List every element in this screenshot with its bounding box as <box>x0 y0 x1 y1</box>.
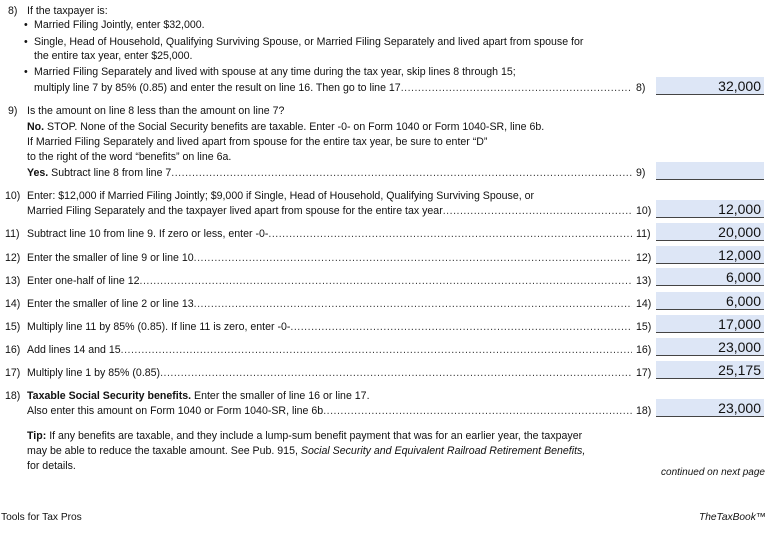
line-14-ref: 14) <box>636 298 652 310</box>
line-11-amount[interactable]: 20,000 <box>656 223 764 241</box>
tip-text-3: for details. <box>27 460 76 472</box>
line-15-text: Multiply line 11 by 85% (0.85). If line 11 is zero, enter -0- <box>27 321 291 333</box>
line-8-bullet-mfs: Married Filing Separately and lived with spouse at any time during the tax year, skip lines 8 through 15; <box>34 66 516 78</box>
bullet-3: • <box>24 66 28 78</box>
line-16-amount[interactable]: 23,000 <box>656 338 764 356</box>
footer-left: Tools for Tax Pros <box>1 512 82 523</box>
line-17-text: Multiply line 1 by 85% (0.85) <box>27 367 161 379</box>
line-10-number: 10) <box>5 190 21 202</box>
line-12-ref: 12) <box>636 252 652 264</box>
line-8-number: 8) <box>8 5 18 17</box>
line-8-intro: If the taxpayer is: <box>27 5 108 17</box>
tip-text-2a: may be able to reduce the taxable amount. See Pub. 915, <box>27 445 298 457</box>
line-9-leader <box>27 167 632 180</box>
line-11-text: Subtract line 10 from line 9. If zero or less, enter -0- <box>27 228 269 240</box>
line-10-leader <box>27 205 632 218</box>
line-17-ref: 17) <box>636 367 652 379</box>
tip-label: Tip: <box>27 430 47 442</box>
line-12-amount[interactable]: 12,000 <box>656 246 764 264</box>
line-11-number: 11) <box>5 228 20 240</box>
line-17-amount[interactable]: 25,175 <box>656 361 764 379</box>
line-16-ref: 16) <box>636 344 652 356</box>
line-14-number: 14) <box>5 298 21 310</box>
line-17-number: 17) <box>5 367 21 379</box>
line-9-yes-text: Subtract line 8 from line 7 <box>51 167 172 179</box>
line-15-ref: 15) <box>636 321 652 333</box>
line-13-amount[interactable]: 6,000 <box>656 268 764 286</box>
line-18-leader <box>27 405 632 418</box>
line-9-no-text-2: If Married Filing Separately and lived apart from spouse for the entire tax year, be sure to enter “D” <box>27 136 488 148</box>
line-15-amount[interactable]: 17,000 <box>656 315 764 333</box>
line-10-text-b: Married Filing Separately and the taxpayer lived apart from spouse for the entire tax year <box>27 205 443 217</box>
line-10-text-a: Enter: $12,000 if Married Filing Jointly; $9,000 if Single, Head of Household, Qualifying Surviving Spouse, or <box>27 190 535 202</box>
tip-text-1: If any benefits are taxable, and they include a lump-sum benefit payment that was for an earlier year, the taxpayer <box>49 430 583 442</box>
line-13-ref: 13) <box>636 275 652 287</box>
line-13-number: 13) <box>5 275 21 287</box>
line-18-number: 18) <box>5 390 21 402</box>
line-11-ref: 11) <box>636 228 651 240</box>
line-12-text: Enter the smaller of line 9 or line 10 <box>27 252 194 264</box>
line-13-leader <box>27 275 632 288</box>
line-17-leader <box>27 367 632 380</box>
line-8-ref: 8) <box>636 82 646 94</box>
bullet-1: • <box>24 19 28 31</box>
line-16-number: 16) <box>5 344 21 356</box>
line-14-text: Enter the smaller of line 2 or line 13 <box>27 298 194 310</box>
bullet-2: • <box>24 36 28 48</box>
line-10-amount[interactable]: 12,000 <box>656 200 764 218</box>
line-16-text: Add lines 14 and 15 <box>27 344 121 356</box>
footer-brand: TheTaxBook™ <box>698 512 766 523</box>
tip-line-2 <box>27 445 585 458</box>
line-8-bullet-mfj: Married Filing Jointly, enter $32,000. <box>34 19 205 31</box>
line-8-bullet-mfs-cont: multiply line 7 by 85% (0.85) and enter the result on line 16. Then go to line 17 <box>34 82 401 94</box>
line-9-amount[interactable] <box>656 162 764 180</box>
line-18-heading <box>27 390 370 403</box>
line-12-number: 12) <box>5 252 21 264</box>
continued-note: continued on next page <box>661 467 765 478</box>
line-9-question: Is the amount on line 8 less than the amount on line 7? <box>27 105 285 117</box>
line-10-ref: 10) <box>636 205 652 217</box>
line-8-leader <box>34 82 632 95</box>
line-9-no <box>27 121 544 134</box>
line-18-text-a: Enter the smaller of line 16 or line 17. <box>194 390 370 402</box>
line-9-no-text: STOP. None of the Social Security benefits are taxable. Enter -0- on Form 1040 or Form 1040-SR, line 6b. <box>47 121 545 133</box>
line-15-leader <box>27 321 632 334</box>
line-9-no-label: No. <box>27 121 45 133</box>
line-8-bullet-single-cont: the entire tax year, enter $25,000. <box>34 50 193 62</box>
line-13-text: Enter one-half of line 12 <box>27 275 140 287</box>
line-12-leader <box>27 252 632 265</box>
line-8-bullet-single: Single, Head of Household, Qualifying Surviving Spouse, or Married Filing Separately and lived apart from spouse for <box>34 36 584 48</box>
line-15-number: 15) <box>5 321 21 333</box>
line-18-ref: 18) <box>636 405 652 417</box>
line-18-text-b: Also enter this amount on Form 1040 or Form 1040-SR, line 6b <box>27 405 324 417</box>
line-14-amount[interactable]: 6,000 <box>656 292 764 310</box>
line-18-amount[interactable]: 23,000 <box>656 399 764 417</box>
line-9-ref: 9) <box>636 167 646 179</box>
line-9-no-text-3: to the right of the word “benefits” on line 6a. <box>27 151 232 163</box>
line-11-leader <box>27 228 632 241</box>
line-18-bold-label: Taxable Social Security benefits. <box>27 390 192 402</box>
line-14-leader <box>27 298 632 311</box>
line-9-yes-label: Yes. <box>27 167 49 179</box>
line-9-number: 9) <box>8 105 18 117</box>
tip-line-1 <box>27 430 582 443</box>
tip-pub-title: Social Security and Equivalent Railroad Retirement Benefits, <box>300 445 586 457</box>
line-8-amount[interactable]: 32,000 <box>656 77 764 95</box>
line-16-leader <box>27 344 632 357</box>
